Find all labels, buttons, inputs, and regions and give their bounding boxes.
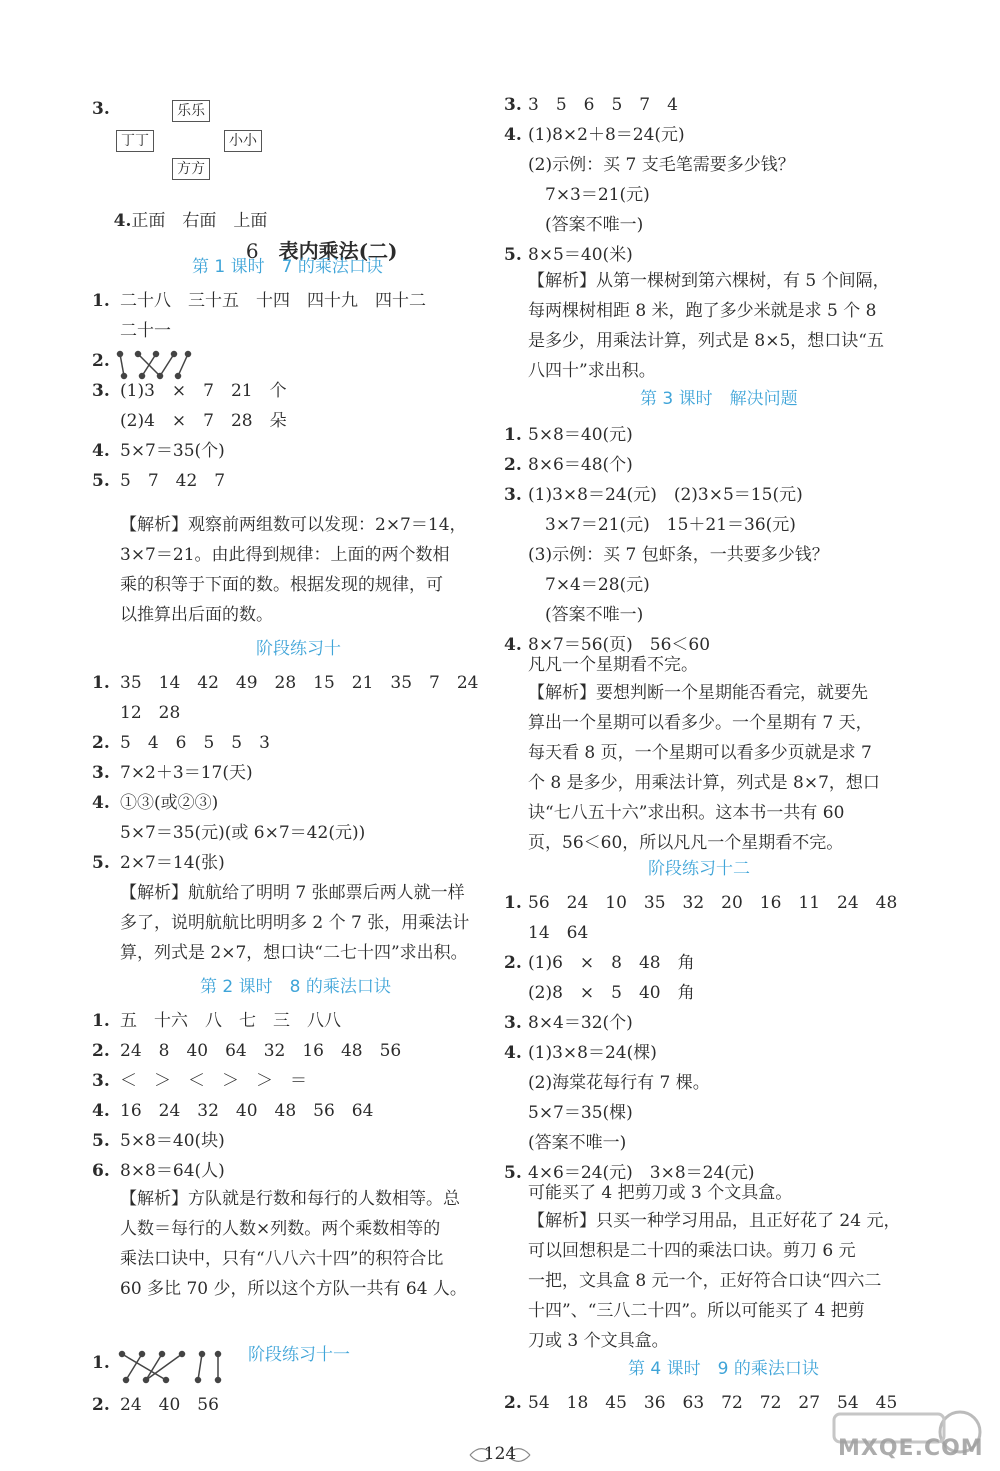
answer-text: (答案不唯一) [528,1133,627,1153]
answer-text: (3)示例：买 7 包虾条，一共要多少钱？ [528,545,829,565]
name-box-dingding: 丁丁 [116,130,154,152]
analysis-line: 每天看 8 页，一个星期可以看多少页就是求 7 [528,743,872,763]
answer-line [92,470,225,492]
answer-text: 2×7＝14(张) [120,853,225,873]
analysis-line: 每两棵树相距 8 米，跑了多少米就是求 5 个 8 [528,301,877,321]
q3-number: 3. [92,99,110,119]
answer-number: 2. [504,455,522,475]
lesson1-heading: 第 1 课时 7 的乘法口诀 [192,257,383,277]
answer-line [92,1160,225,1182]
answer-text: 8×6＝48(个) [528,455,633,475]
right-column [500,0,1000,1471]
answer-number: 5. [504,1163,522,1183]
stage11-heading: 阶段练习十一 [248,1345,350,1365]
answer-text: 5×8＝40(块) [120,1131,225,1151]
answer-text: (2)海棠花每行有 7 棵。 [528,1073,710,1093]
answer-line [504,574,650,596]
answer-number: 4. [504,1043,522,1063]
answer-number: 2. [504,1393,522,1413]
answer-number: 3. [504,1013,522,1033]
answer-number: 2. [504,953,522,973]
answer-number: 4. [92,441,110,461]
analysis-line: 乘法口诀中，只有“八八六十四”的积符合比 [120,1249,444,1269]
answer-number: 1. [504,425,522,445]
answer-line [504,124,685,146]
analysis-line: 刀或 3 个文具盒。 [528,1331,669,1351]
answer-line [92,320,171,342]
answer-text: (1)6 × 8 48 角 [528,953,695,973]
answer-text: 8×5＝40(米) [528,245,633,265]
answer-text: 24 8 40 64 32 16 48 56 [120,1041,402,1061]
answer-line [504,184,650,206]
answer-line [92,822,365,844]
answer-number: 1. [504,893,522,913]
answer-line [92,290,426,312]
answer-text: (答案不唯一) [528,605,644,625]
answer-text: 5 4 6 5 5 3 [120,733,270,753]
answer-line [504,1132,626,1154]
answer-line [92,732,270,754]
analysis-line: 算，列式是 2×7，想口诀“二七十四”求出积。 [120,943,468,963]
answer-line [504,604,643,626]
answer-text: 3×7＝21(元) 15＋21＝36(元) [528,515,796,535]
answer-text: 5 7 42 7 [120,471,226,491]
answer-line [92,1130,225,1152]
analysis-line: 十四”、“三八二十四”。所以可能买了 4 把剪 [528,1301,865,1321]
answer-line [504,1162,755,1184]
answer-text: (1)3×8＝24(棵) [528,1043,657,1063]
answer-line [504,94,678,116]
analysis-line: 60 多比 70 少，所以这个方队一共有 64 人。 [120,1279,467,1299]
name-box-xiaoxiao: 小小 [224,130,262,152]
matching-diagram-2 [116,1350,226,1384]
answer-line [504,1012,633,1034]
answer-number: 3. [92,1071,110,1091]
answer-text: 5×7＝35(元)(或 6×7＝42(元)) [120,823,366,843]
answer-number: 5. [92,853,110,873]
answer-line [92,852,225,874]
answer-text: (1)3 × 7 21 个 [120,381,287,401]
answer-text: 5×7＝35(个) [120,441,225,461]
answer-line [504,244,633,266]
answer-number: 6. [92,1161,110,1181]
answer-number: 5. [92,1131,110,1151]
analysis-line: 可以回想积是二十四的乘法口诀。剪刀 6 元 [528,1241,856,1261]
answer-text: 7×4＝28(元) [528,575,650,595]
name-box-fangfang: 方方 [172,158,210,180]
name-box-lele: 乐乐 [172,100,210,122]
analysis-line: 是多少，用乘法计算，列式是 8×5，想口诀“五 [528,331,884,351]
answer-line [92,792,218,814]
answer-text: (2)8 × 5 40 角 [528,983,695,1003]
answer-text: ＜ ＞ ＜ ＞ ＞ ＝ [120,1071,307,1091]
watermark-text: MXQE.COM [838,1436,984,1461]
analysis-line: 算出一个星期可以看多少。一个星期有 7 天， [528,713,873,733]
analysis-line: 多了，说明航航比明明多 2 个 7 张，用乘法计 [120,913,470,933]
answer-text: 14 64 [528,923,589,943]
lesson2-heading: 第 2 课时 8 的乘法口诀 [200,977,391,997]
answer-line [504,982,695,1004]
answer-number: 2. [92,351,110,371]
q4-text: 正面 右面 上面 [131,211,268,231]
answer-line [92,762,253,784]
answer-text: (1)3×8＝24(元) (2)3×5＝15(元) [528,485,803,505]
analysis-line: 乘的积等于下面的数。根据发现的规律，可 [120,575,443,595]
answer-line [504,1072,710,1094]
answer-number: 4. [92,1101,110,1121]
answer-text: 7×3＝21(元) [528,185,650,205]
lesson3-heading: 第 3 课时 解决问题 [640,389,798,409]
answer-number: 4. [504,125,522,145]
answer-number: 4. [92,793,110,813]
analysis-line: 【解析】观察前两组数可以发现：2×7＝14， [120,515,467,535]
answer-text: 五 十六 八 七 三 八八 [120,1011,341,1031]
page-number-text: 124 [483,1444,517,1464]
answer-line [504,514,796,536]
answer-line [92,380,287,402]
answer-number: 1. [92,1353,110,1373]
answer-text: 24 40 56 [120,1395,219,1415]
answer-text: 8×7＝56(页) 56＜60 [528,635,711,655]
analysis-line: 【解析】从第一棵树到第六棵树，有 5 个间隔， [528,271,890,291]
q4-number: 4. [113,211,132,231]
stage10-heading: 阶段练习十 [256,639,341,659]
answer-number: 2. [92,1041,110,1061]
answer-line [92,672,479,694]
answer-line [504,892,897,914]
answer-text: 12 28 [120,703,181,723]
answer-line [92,1010,341,1032]
answer-number: 3. [92,381,110,401]
analysis-line: 【解析】航航给了明明 7 张邮票后两人就一样 [120,883,465,903]
answer-text: 二十一 [120,321,171,341]
answer-line [504,214,643,236]
answer-text: (2)4 × 7 28 朵 [120,411,287,431]
lesson4-heading: 第 4 课时 9 的乘法口诀 [628,1359,819,1379]
answer-line [92,1394,219,1416]
answer-text: 8×8＝64(人) [120,1161,225,1181]
answer-line [92,1040,401,1062]
answer-line [92,1100,373,1122]
answer-number: 5. [504,245,522,265]
answer-number: 1. [92,291,110,311]
answer-text: ①③(或②③) [120,793,219,813]
answer-line [504,484,803,506]
answer-line [92,1070,307,1092]
answer-text: 4×6＝24(元) 3×8＝24(元) [528,1163,755,1183]
analysis-line: 八四十”求出积。 [528,361,656,381]
answer-number: 2. [92,733,110,753]
answer-number: 3. [92,763,110,783]
lesson3-conclusion: 凡凡一个星期看不完。 [528,655,698,675]
chapter-title: 表内乘法(二) [278,239,398,263]
answer-number: 1. [92,1011,110,1031]
answer-line [504,424,633,446]
answer-text: 56 24 10 35 32 20 16 11 24 48 [528,893,898,913]
answer-line [504,1042,657,1064]
answer-line [504,454,633,476]
answer-text: 5×8＝40(元) [528,425,633,445]
answer-text: 16 24 32 40 48 56 64 [120,1101,374,1121]
answer-number: 1. [92,673,110,693]
answer-text: (2)示例：买 7 支毛笔需要多少钱？ [528,155,795,175]
analysis-line: 【解析】只买一种学习用品，且正好花了 24 元， [528,1211,901,1231]
answer-text: (答案不唯一) [528,215,644,235]
answer-number: 4. [504,635,522,655]
analysis-line: 诀“七八五十六”求出积。这本书一共有 60 [528,803,845,823]
answer-text: 3 5 6 5 7 4 [528,95,678,115]
analysis-line: 【解析】要想判断一个星期能否看完，就要先 [528,683,868,703]
answer-number: 3. [504,95,522,115]
analysis-line: 人数＝每行的人数×列数。两个乘数相等的 [120,1219,441,1239]
answer-text: 7×2＋3＝17(天) [120,763,253,783]
answer-text: 35 14 42 49 28 15 21 35 7 24 [120,673,479,693]
answer-line [504,634,710,656]
answer-line [92,410,287,432]
answer-line [504,154,795,176]
stage12-heading: 阶段练习十二 [648,859,750,879]
answer-line [504,544,829,566]
answer-line [504,1102,633,1124]
page-number [466,1442,534,1468]
matching-diagram-1 [116,350,196,380]
analysis-line: 页，56＜60，所以凡凡一个星期看不完。 [528,833,844,853]
answer-number: 3. [504,485,522,505]
stage12-conclusion: 可能买了 4 把剪刀或 3 个文具盒。 [528,1183,793,1203]
answer-text: 8×4＝32(个) [528,1013,633,1033]
answer-line [504,952,695,974]
answer-text: (1)8×2＋8＝24(元) [528,125,685,145]
answer-line [504,922,588,944]
answer-text: 5×7＝35(棵) [528,1103,633,1123]
analysis-line: 【解析】方队就是行数和每行的人数相等。总 [120,1189,460,1209]
answer-line [92,702,180,724]
analysis-line: 一把，文具盒 8 元一个，正好符合口诀“四六二 [528,1271,882,1291]
answer-number: 5. [92,471,110,491]
answer-line [92,440,225,462]
answer-text: 二十八 三十五 十四 四十九 四十二 [120,291,426,311]
analysis-line: 3×7＝21。由此得到规律：上面的两个数相 [120,545,450,565]
answer-text: 54 18 45 36 63 72 72 27 54 45 [528,1393,898,1413]
analysis-line: 以推算出后面的数。 [120,605,273,625]
answer-number: 2. [92,1395,110,1415]
chapter-number: 6 [245,239,259,263]
analysis-line: 个 8 是多少，用乘法计算，列式是 8×7，想口 [528,773,880,793]
